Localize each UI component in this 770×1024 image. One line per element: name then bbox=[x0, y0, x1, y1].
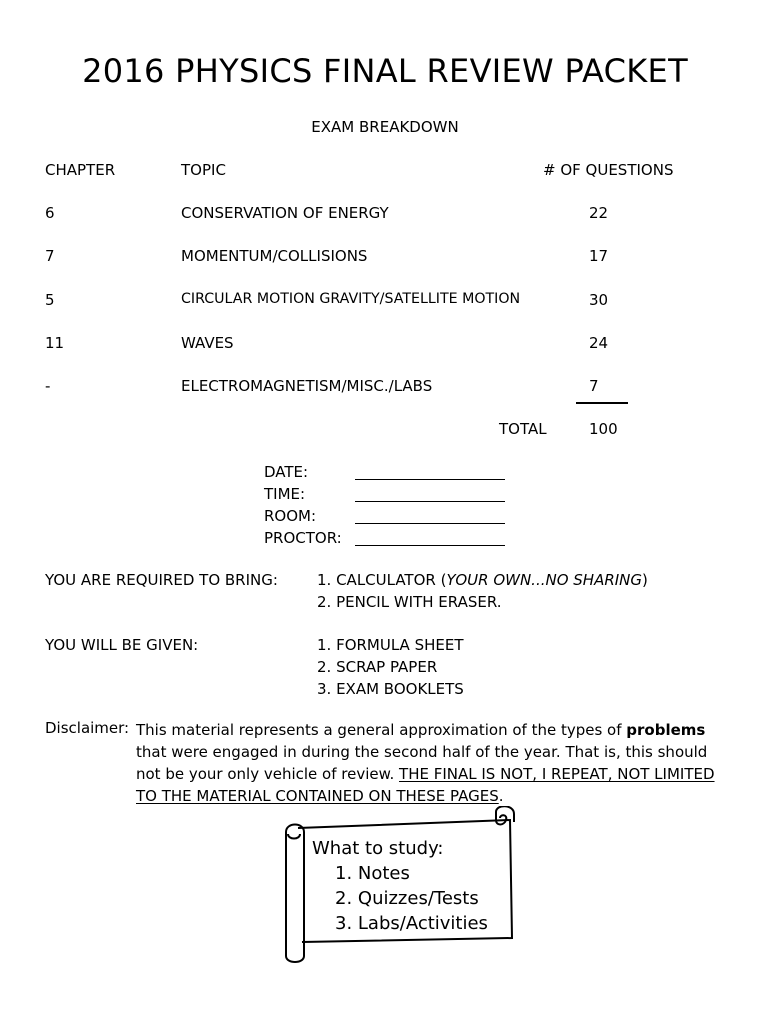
bring-label: YOU ARE REQUIRED TO BRING: bbox=[45, 571, 278, 589]
disclaimer-text-middle: that were engaged in during the second half of the year. That is, this should not be your only vehicle of review. bbox=[136, 743, 708, 783]
study-heading: What to study: bbox=[312, 838, 444, 859]
row-questions: 24 bbox=[589, 334, 609, 352]
row-questions: 7 bbox=[589, 377, 599, 395]
row-topic: MOMENTUM/COLLISIONS bbox=[181, 247, 368, 265]
row-questions: 30 bbox=[589, 291, 609, 309]
row-chapter: 7 bbox=[45, 247, 55, 265]
scroll-icon bbox=[278, 806, 518, 964]
disclaimer-text bbox=[136, 719, 736, 807]
sum-rule bbox=[576, 402, 628, 404]
given-item: 2. SCRAP PAPER bbox=[317, 658, 438, 676]
proctor-blank[interactable] bbox=[355, 544, 505, 546]
bring-item-prefix: 1. CALCULATOR ( bbox=[317, 571, 447, 589]
questions-header: # OF QUESTIONS bbox=[543, 161, 674, 179]
date-label: DATE: bbox=[264, 463, 309, 481]
bring-item-calculator bbox=[317, 571, 648, 589]
given-item: 3. EXAM BOOKLETS bbox=[317, 680, 464, 698]
disclaimer-text-start: This material represents a general approximation of the types of bbox=[136, 721, 627, 739]
topic-header: TOPIC bbox=[181, 161, 226, 179]
disclaimer-label: Disclaimer: bbox=[45, 719, 130, 737]
bring-item-suffix: ) bbox=[642, 571, 648, 589]
row-topic: CONSERVATION OF ENERGY bbox=[181, 204, 389, 222]
study-item: 2. Quizzes/Tests bbox=[335, 888, 479, 909]
row-chapter: - bbox=[45, 377, 51, 395]
bring-item-emphasis: YOUR OWN...NO SHARING bbox=[446, 571, 643, 589]
total-label: TOTAL bbox=[499, 420, 547, 438]
given-label: YOU WILL BE GIVEN: bbox=[45, 636, 199, 654]
row-topic: WAVES bbox=[181, 334, 234, 352]
given-item: 1. FORMULA SHEET bbox=[317, 636, 464, 654]
page-title: 2016 PHYSICS FINAL REVIEW PACKET bbox=[82, 52, 688, 90]
row-questions: 17 bbox=[589, 247, 609, 265]
study-item: 3. Labs/Activities bbox=[335, 913, 488, 934]
disclaimer-bold-word: problems bbox=[626, 721, 706, 739]
row-topic: CIRCULAR MOTION GRAVITY/SATELLITE MOTION bbox=[181, 291, 521, 307]
room-label: ROOM: bbox=[264, 507, 317, 525]
row-chapter: 11 bbox=[45, 334, 65, 352]
row-chapter: 6 bbox=[45, 204, 55, 222]
proctor-label: PROCTOR: bbox=[264, 529, 342, 547]
disclaimer-warning: THE FINAL IS NOT, I REPEAT, NOT LIMITED TO THE MATERIAL CONTAINED ON THESE PAGES bbox=[136, 765, 715, 805]
total-value: 100 bbox=[589, 420, 618, 438]
row-chapter: 5 bbox=[45, 291, 55, 309]
date-blank[interactable] bbox=[355, 478, 505, 480]
chapter-header: CHAPTER bbox=[45, 161, 116, 179]
time-blank[interactable] bbox=[355, 500, 505, 502]
disclaimer-period: . bbox=[498, 787, 504, 805]
row-topic: ELECTROMAGNETISM/MISC./LABS bbox=[181, 377, 433, 395]
bring-item-pencil: 2. PENCIL WITH ERASER. bbox=[317, 593, 502, 611]
study-item: 1. Notes bbox=[335, 863, 410, 884]
room-blank[interactable] bbox=[355, 522, 505, 524]
exam-breakdown-heading: EXAM BREAKDOWN bbox=[311, 118, 459, 136]
row-questions: 22 bbox=[589, 204, 609, 222]
time-label: TIME: bbox=[264, 485, 306, 503]
